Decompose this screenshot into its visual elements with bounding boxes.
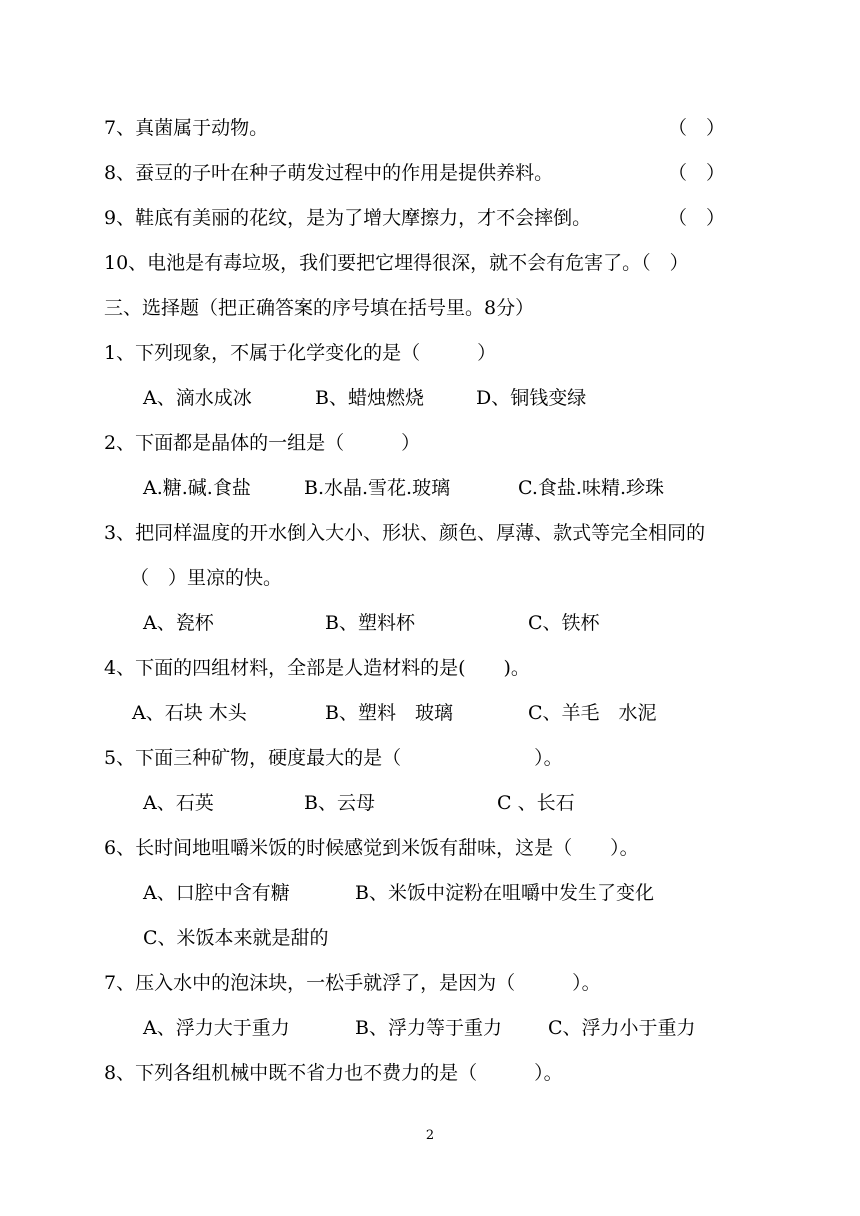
option: A、石块 木头 [132,702,247,724]
question-stem: 2、下面都是晶体的一组是（ ） [104,432,421,454]
option: A、口腔中含有糖 [143,882,290,904]
option: C.食盐.味精.珍珠 [518,477,664,499]
question-stem: 1、下列现象，不属于化学变化的是（ ） [104,342,497,364]
answer-blank: （ ） [668,117,726,139]
question-stem: 3、把同样温度的开水倒入大小、形状、颜色、厚薄、款式等完全相同的 [104,522,706,544]
option: B、云母 [304,792,375,814]
option: C 、长石 [497,792,575,814]
option: C、米饭本来就是甜的 [143,927,329,949]
option: C、铁杯 [528,612,600,634]
page-number: 2 [425,1128,435,1143]
option: A、瓷杯 [143,612,214,634]
option: C、羊毛 水泥 [528,702,657,724]
option: B.水晶.雪花.玻璃 [304,477,451,499]
option: B、蜡烛燃烧 [315,387,424,409]
judgment-item-9: 9、鞋底有美丽的花纹，是为了增大摩擦力，才不会摔倒。 [104,207,592,229]
answer-blank: （ ） [668,207,726,229]
option: C、浮力小于重力 [548,1017,696,1039]
option: B、米饭中淀粉在咀嚼中发生了变化 [355,882,654,904]
question-stem: 4、下面的四组材料，全部是人造材料的是( )。 [104,657,530,679]
question-stem: 8、下列各组机械中既不省力也不费力的是（ ）。 [104,1062,563,1084]
option: B、浮力等于重力 [355,1017,502,1039]
question-stem-continued: （ ）里凉的快。 [130,567,283,589]
section-title: 三、选择题（把正确答案的序号填在括号里。8分） [104,297,535,319]
judgment-item-10: 10、电池是有毒垃圾，我们要把它埋得很深，就不会有危害了。（ ） [104,252,689,274]
answer-blank: （ ） [668,162,726,184]
question-stem: 5、下面三种矿物，硬度最大的是（ ）。 [104,747,563,769]
option: A.糖.碱.食盐 [143,477,251,499]
option: A、浮力大于重力 [143,1017,290,1039]
question-stem: 7、压入水中的泡沫块，一松手就浮了，是因为（ ）。 [104,972,601,994]
judgment-item-7: 7、真菌属于动物。 [104,117,269,139]
option: A、滴水成冰 [143,387,252,409]
question-stem: 6、长时间地咀嚼米饭的时候感觉到米饭有甜味，这是（ ）。 [104,837,639,859]
option: D、铜钱变绿 [476,387,587,409]
judgment-item-8: 8、蚕豆的子叶在种子萌发过程中的作用是提供养料。 [104,162,554,184]
option: B、塑料 玻璃 [325,702,453,724]
option: A、石英 [143,792,214,814]
option: B、塑料杯 [325,612,415,634]
